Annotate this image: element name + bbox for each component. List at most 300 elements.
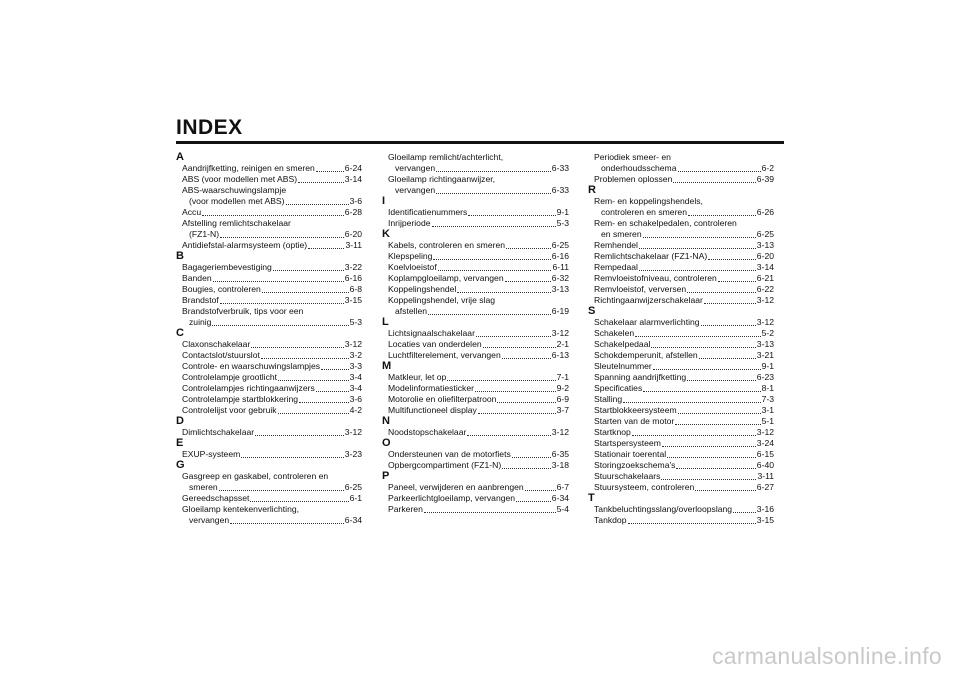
index-page-number: 6-25 [756, 229, 774, 239]
index-entry-text: Gloeilamp richtingaanwijzer, [388, 174, 495, 184]
index-entry [588, 174, 774, 185]
index-page-number: 9-1 [556, 207, 569, 217]
index-entry [176, 284, 362, 295]
index-entry [588, 515, 774, 526]
leader-dots [643, 383, 760, 392]
leader-dots [525, 482, 556, 491]
leader-dots [436, 163, 551, 172]
index-entry [588, 262, 774, 273]
index-entry [588, 416, 774, 427]
index-entry-text: Kabels, controleren en smeren [388, 240, 506, 250]
leader-dots [286, 196, 349, 205]
leader-dots [678, 405, 761, 414]
index-entry [588, 449, 774, 460]
index-entry-text: Koppelingshendel [388, 284, 457, 294]
index-page-number: 3-12 [551, 328, 569, 338]
index-section-letter: P [382, 470, 390, 482]
index-entry-text: vervangen [189, 515, 230, 525]
index-entry [588, 471, 774, 482]
index-page-number: 3-6 [349, 394, 362, 404]
leader-dots [512, 449, 551, 458]
index-page-number: 3-15 [344, 295, 362, 305]
index-entry [176, 394, 362, 405]
index-entry [176, 350, 362, 361]
index-page-number: 6-32 [551, 273, 569, 283]
index-section-letter: M [382, 360, 392, 372]
index-entry-text: Modelinformatiesticker [388, 383, 474, 393]
index-entry-text: Storingzoekschema's [594, 460, 676, 470]
index-page-number: 4-2 [349, 405, 362, 415]
index-entry [588, 372, 774, 383]
index-page-number: 3-12 [344, 339, 362, 349]
index-page-number: 3-11 [345, 240, 362, 250]
index-entry [382, 163, 569, 174]
index-section-letter: D [176, 415, 184, 427]
index-entry [382, 504, 569, 515]
index-entry [176, 273, 362, 284]
leader-dots [213, 273, 344, 282]
index-entry [176, 262, 362, 273]
index-entry [588, 196, 774, 207]
index-entry [382, 405, 569, 416]
index-section-letter: C [176, 327, 184, 339]
index-page-number: 6-21 [756, 273, 774, 283]
leader-dots [661, 471, 756, 480]
index-page-number: 6-35 [551, 449, 569, 459]
leader-dots [653, 361, 761, 370]
leader-dots [424, 504, 556, 513]
index-entry [176, 218, 362, 229]
index-page-number: 5-3 [556, 218, 569, 228]
index-entry [176, 361, 362, 372]
index-section-letter: B [176, 250, 184, 262]
index-entry-text: Schakelen [594, 328, 635, 338]
index-column-3 [588, 152, 774, 526]
index-page-number: 3-11 [757, 471, 774, 481]
index-page-number: 3-14 [344, 174, 362, 184]
leader-dots [251, 339, 343, 348]
leader-dots [447, 372, 555, 381]
index-page-number: 3-12 [756, 427, 774, 437]
index-entry [382, 295, 569, 306]
leader-dots [278, 372, 349, 381]
index-entry-text: Contactslot/stuurslot [182, 350, 260, 360]
index-section-letter: N [382, 415, 390, 427]
index-section-letter: T [588, 492, 595, 504]
index-entry [382, 493, 569, 504]
index-entry [382, 482, 569, 493]
leader-dots [316, 163, 344, 172]
index-entry-text: Spanning aandrijfketting [594, 372, 687, 382]
index-entry [588, 427, 774, 438]
index-page-number: 6-24 [344, 163, 362, 173]
index-entry [588, 405, 774, 416]
index-entry [176, 306, 362, 317]
index-page-number: 2-1 [556, 339, 569, 349]
index-entry [382, 394, 569, 405]
index-entry-text: Dimlichtschakelaar [182, 427, 255, 437]
leader-dots [635, 328, 760, 337]
index-page-number: 6-40 [756, 460, 774, 470]
index-entry-text: Koppelingshendel, vrije slag [388, 295, 496, 305]
index-entry [588, 482, 774, 493]
leader-dots [219, 482, 344, 491]
index-entry [176, 427, 362, 438]
index-page-number: 3-22 [344, 262, 362, 272]
leader-dots [273, 262, 344, 271]
leader-dots [250, 493, 348, 502]
index-page-number: 3-2 [349, 350, 362, 360]
index-page-number: 7-1 [556, 372, 569, 382]
leader-dots [733, 504, 756, 513]
index-entry-text: Schakelpedaal [594, 339, 651, 349]
index-entry [382, 284, 569, 295]
index-entry-text: Remlichtschakelaar (FZ1-NA) [594, 251, 708, 261]
index-section-letter: L [382, 316, 389, 328]
index-entry-text: Starten van de motor [594, 416, 675, 426]
index-entry [382, 262, 569, 273]
index-entry-text: afstellen [395, 306, 428, 316]
leader-dots [438, 262, 552, 271]
index-page-number: 5-4 [556, 504, 569, 514]
leader-dots [457, 284, 550, 293]
index-entry-text: Rem- en schakelpedalen, controleren [594, 218, 737, 228]
leader-dots [433, 251, 550, 260]
index-entry-text: Startknop [594, 427, 631, 437]
index-entry-text: Controlelampje grootlicht [182, 372, 278, 382]
index-entry-text: Controle- en waarschuwingslampjes [182, 361, 321, 371]
index-page-number: 3-24 [756, 438, 774, 448]
index-entry-text: Accu [182, 207, 202, 217]
leader-dots [220, 295, 344, 304]
index-entry [382, 185, 569, 196]
leader-dots [516, 493, 551, 502]
leader-dots [506, 240, 551, 249]
index-entry-text: Sleutelnummer [594, 361, 652, 371]
index-page-number: 3-12 [756, 317, 774, 327]
index-page-number: 3-15 [756, 515, 774, 525]
index-entry-text: Noodstopschakelaar [388, 427, 467, 437]
index-section-letter: A [176, 151, 184, 163]
index-page-number: 6-15 [756, 449, 774, 459]
leader-dots [639, 240, 756, 249]
index-entry-text: Richtingaanwijzerschakelaar [594, 295, 703, 305]
index-page-number: 6-25 [551, 240, 569, 250]
index-entry [176, 207, 362, 218]
index-page-number: 5-3 [349, 317, 362, 327]
leader-dots [497, 394, 555, 403]
index-entry [176, 504, 362, 515]
index-entry [588, 163, 774, 174]
leader-dots [643, 229, 756, 238]
index-entry [588, 504, 774, 515]
leader-dots [688, 207, 756, 216]
leader-dots [478, 405, 556, 414]
index-entry-text: Startspersysteem [594, 438, 661, 448]
leader-dots [321, 361, 349, 370]
index-page-number: 3-4 [349, 383, 362, 393]
index-page-number: 6-22 [756, 284, 774, 294]
index-page-number: 3-12 [344, 427, 362, 437]
index-entry [382, 350, 569, 361]
index-entry-text: Claxonschakelaar [182, 339, 251, 349]
index-page-number: 9-1 [761, 361, 774, 371]
leader-dots [639, 262, 756, 271]
leader-dots [502, 350, 551, 359]
index-entry-text: Antidiefstal-alarmsysteem (optie) [182, 240, 308, 250]
index-page-number: 3-3 [349, 361, 362, 371]
leader-dots [687, 372, 756, 381]
index-entry [176, 383, 362, 394]
index-entry [176, 196, 362, 207]
index-entry-text: Remhendel [594, 240, 638, 250]
leader-dots [278, 405, 349, 414]
index-entry [588, 207, 774, 218]
index-page-number: 6-20 [756, 251, 774, 261]
index-entry-text: Opbergcompartiment (FZ1-N) [388, 460, 502, 470]
index-page-number: 3-21 [756, 350, 774, 360]
index-page-number: 3-6 [349, 196, 362, 206]
index-page-number: 6-25 [344, 482, 362, 492]
index-entry-text: zuinig [189, 317, 212, 327]
index-page-number: 7-3 [761, 394, 774, 404]
leader-dots [623, 394, 760, 403]
index-entry-text: vervangen [395, 163, 436, 173]
index-page-number: 3-12 [551, 427, 569, 437]
leader-dots [502, 460, 551, 469]
index-entry-text: Remvloeistof, verversen [594, 284, 687, 294]
index-entry-text: Motorolie en oliefilterpatroon [388, 394, 497, 404]
leader-dots [476, 328, 551, 337]
index-entry [588, 339, 774, 350]
index-section-letter: S [588, 305, 596, 317]
index-entry [176, 174, 362, 185]
leader-dots [704, 295, 756, 304]
index-entry-text: ABS (voor modellen met ABS) [182, 174, 298, 184]
index-entry-text: Lichtsignaalschakelaar [388, 328, 475, 338]
leader-dots [483, 339, 556, 348]
index-page-number: 8-1 [761, 383, 774, 393]
index-entry [382, 372, 569, 383]
index-entry [588, 361, 774, 372]
index-page-number: 6-11 [552, 262, 569, 272]
leader-dots [428, 306, 551, 315]
index-entry-text: Gloeilamp remlicht/achterlicht, [388, 152, 504, 162]
index-entry-text: Inrijperiode [388, 218, 431, 228]
index-entry [382, 328, 569, 339]
index-page-number: 3-7 [556, 405, 569, 415]
index-section-letter: K [382, 228, 390, 240]
index-entry [382, 218, 569, 229]
leader-dots [262, 284, 349, 293]
index-page-number: 6-33 [551, 163, 569, 173]
index-page-number: 3-13 [551, 284, 569, 294]
leader-dots [467, 427, 550, 436]
index-page-number: 3-18 [551, 460, 569, 470]
index-entry-text: Rem- en koppelingshendels, [594, 196, 703, 206]
index-page-number: 3-1 [761, 405, 774, 415]
index-page-number: 6-2 [761, 163, 774, 173]
index-entry-text: smeren [189, 482, 218, 492]
index-entry-text: ABS-waarschuwingslampje [182, 185, 287, 195]
leader-dots [220, 229, 344, 238]
index-entry [176, 295, 362, 306]
index-entry [588, 394, 774, 405]
watermark: carmanualsonline.info [711, 643, 942, 669]
index-entry-text: Locaties van onderdelen [388, 339, 482, 349]
index-column-1 [176, 152, 362, 526]
index-entry [176, 163, 362, 174]
page-title: INDEX [176, 116, 243, 139]
index-entry-text: Rempedaal [594, 262, 638, 272]
index-entry [588, 350, 774, 361]
leader-dots [628, 515, 756, 524]
index-page-number: 6-13 [551, 350, 569, 360]
index-page-number: 3-4 [349, 372, 362, 382]
leader-dots [299, 394, 349, 403]
index-section-letter: I [382, 195, 386, 207]
leader-dots [316, 383, 349, 392]
index-entry-text: vervangen [395, 185, 436, 195]
leader-dots [212, 317, 348, 326]
leader-dots [475, 383, 556, 392]
index-page-number: 3-13 [756, 339, 774, 349]
leader-dots [230, 515, 344, 524]
index-entry [382, 273, 569, 284]
leader-dots [676, 460, 755, 469]
index-entry [176, 339, 362, 350]
leader-dots [673, 174, 755, 183]
index-entry [588, 229, 774, 240]
index-page-number: 3-14 [756, 262, 774, 272]
index-entry-text: Gasgreep en gaskabel, controleren en [182, 471, 329, 481]
index-entry [588, 295, 774, 306]
index-entry [176, 471, 362, 482]
index-entry-text: Stalling [594, 394, 623, 404]
index-entry-text: Tankdop [594, 515, 627, 525]
index-page-number: 6-20 [344, 229, 362, 239]
leader-dots [505, 273, 551, 282]
index-entry-text: Paneel, verwijderen en aanbrengen [388, 482, 524, 492]
index-entry [176, 240, 362, 251]
index-entry-text: Brandstofverbruik, tips voor een [182, 306, 304, 316]
index-page-number: 3-23 [344, 449, 362, 459]
index-entry-text: Brandstof [182, 295, 219, 305]
index-page-number: 3-12 [756, 295, 774, 305]
index-page-number: 6-34 [551, 493, 569, 503]
title-rule [176, 141, 784, 144]
index-entry-text: Schakelaar alarmverlichting [594, 317, 700, 327]
index-entry-text: Multifunctioneel display [388, 405, 477, 415]
index-entry [176, 229, 362, 240]
leader-dots [632, 427, 756, 436]
index-page-number: 6-16 [344, 273, 362, 283]
index-entry [588, 460, 774, 471]
leader-dots [241, 449, 344, 458]
index-entry [382, 449, 569, 460]
index-entry-text: Ondersteunen van de motorfiets [388, 449, 511, 459]
index-entry [588, 251, 774, 262]
index-entry-text: Banden [182, 273, 212, 283]
index-page-number: 9-2 [556, 383, 569, 393]
leader-dots [255, 427, 344, 436]
index-entry-text: Controlelijst voor gebruik [182, 405, 277, 415]
index-page-number: 6-27 [756, 482, 774, 492]
leader-dots [701, 317, 756, 326]
index-entry-text: Stuursysteem, controleren [594, 482, 695, 492]
index-entry-text: Luchtfilterelement, vervangen [388, 350, 501, 360]
leader-dots [699, 350, 756, 359]
leader-dots [432, 218, 556, 227]
index-entry-text: controleren en smeren [601, 207, 687, 217]
index-entry [588, 328, 774, 339]
index-entry-text: Koelvloeistof [388, 262, 437, 272]
index-entry-text: EXUP-systeem [182, 449, 241, 459]
leader-dots [261, 350, 349, 359]
leader-dots [678, 163, 761, 172]
index-entry [382, 460, 569, 471]
index-column-2 [382, 152, 569, 515]
index-page-number: 6-23 [756, 372, 774, 382]
leader-dots [651, 339, 755, 348]
leader-dots [687, 284, 756, 293]
leader-dots [202, 207, 344, 216]
index-page-number: 6-28 [344, 207, 362, 217]
leader-dots [675, 416, 760, 425]
index-page-number: 6-33 [551, 185, 569, 195]
index-entry-text: Gloeilamp kentekenverlichting, [182, 504, 300, 514]
index-entry-text: en smeren [601, 229, 642, 239]
index-entry-text: (voor modellen met ABS) [189, 196, 285, 206]
index-entry-text: Parkeerlichtgloeilamp, vervangen [388, 493, 516, 503]
index-entry [382, 240, 569, 251]
index-page-number: 6-8 [349, 284, 362, 294]
index-entry-text: Stuurschakelaars [594, 471, 661, 481]
index-entry-text: onderhoudsschema [601, 163, 677, 173]
index-entry [588, 383, 774, 394]
index-page-number: 5-2 [761, 328, 774, 338]
leader-dots [308, 240, 344, 249]
index-entry [176, 449, 362, 460]
index-page-number: 6-9 [556, 394, 569, 404]
index-entry [588, 284, 774, 295]
index-entry-text: Schokdemperunit, afstellen [594, 350, 698, 360]
index-page-number: 6-1 [349, 493, 362, 503]
index-entry [176, 372, 362, 383]
index-section-letter: O [382, 437, 391, 449]
index-entry-text: Parkeren [388, 504, 423, 514]
index-entry [382, 339, 569, 350]
index-entry-text: Periodiek smeer- en [594, 152, 671, 162]
index-entry-text: Identificatienummers [388, 207, 468, 217]
index-page-number: 6-34 [344, 515, 362, 525]
index-entry-text: Specificaties [594, 383, 643, 393]
index-page-number: 5-1 [761, 416, 774, 426]
index-page-number: 6-16 [551, 251, 569, 261]
index-entry [588, 273, 774, 284]
index-section-letter: R [588, 184, 596, 196]
index-entry-text: Gereedschapsset [182, 493, 250, 503]
index-entry-text: Bougies, controleren [182, 284, 261, 294]
leader-dots [708, 251, 756, 260]
index-entry [382, 427, 569, 438]
index-entry [382, 383, 569, 394]
index-page-number: 6-26 [756, 207, 774, 217]
index-entry-text: Problemen oplossen [594, 174, 673, 184]
index-page-number: 3-16 [756, 504, 774, 514]
index-entry [588, 317, 774, 328]
index-entry-text: Klepspeling [388, 251, 433, 261]
